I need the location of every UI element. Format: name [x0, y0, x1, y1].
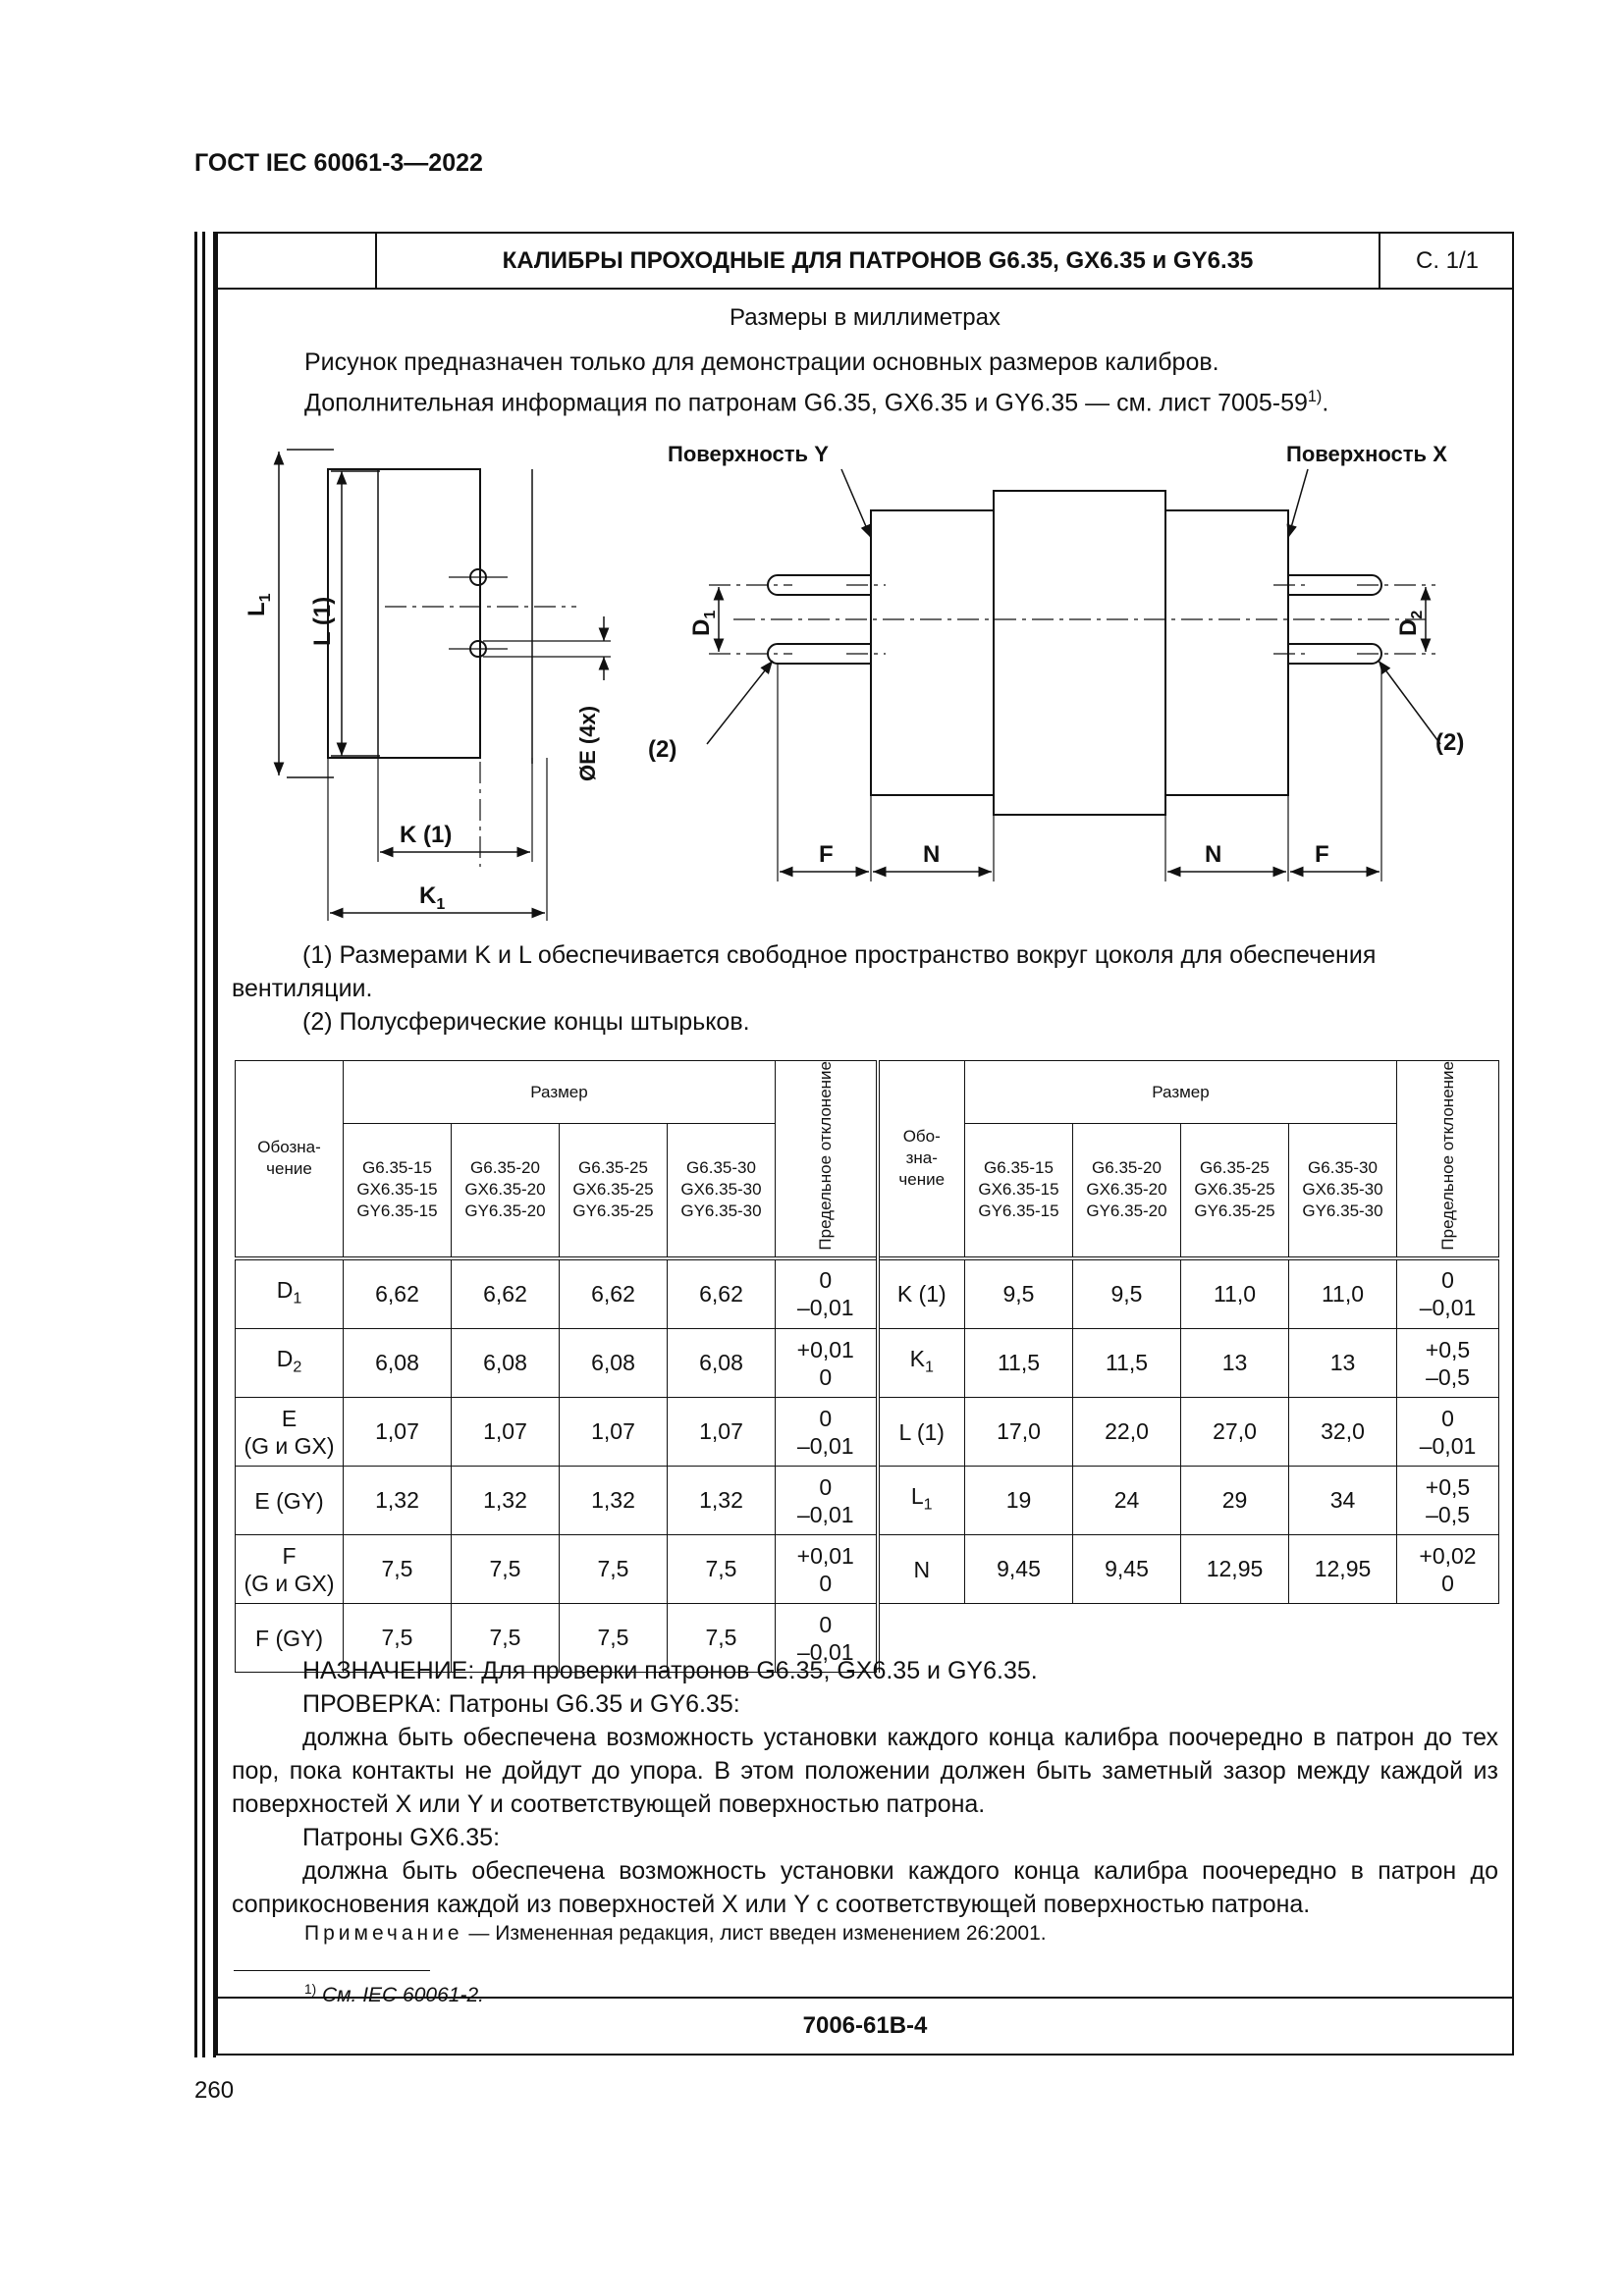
- table-cell: 1,32: [668, 1467, 776, 1535]
- title-empty-cell: [218, 234, 377, 288]
- leader-surface-y: [841, 469, 871, 538]
- table-cell: 1,07: [668, 1398, 776, 1467]
- col-header-15: G6.35-15 GX6.35-15 GY6.35-15: [965, 1124, 1073, 1258]
- intro-text: [304, 346, 1328, 420]
- row-designation: $K_1$: [878, 1329, 965, 1398]
- table-cell: 11,5: [965, 1329, 1073, 1398]
- table-cell: 7,5: [668, 1535, 776, 1604]
- header-size-left: Размер: [344, 1061, 776, 1124]
- table-cell: 34: [1289, 1467, 1397, 1535]
- purpose-section: [232, 1654, 1498, 1921]
- tolerance-cell: +0,5 –0,5: [1397, 1329, 1499, 1398]
- tolerance-cell: +0,01 0: [776, 1535, 878, 1604]
- sheet-number: С. 1/1: [1415, 247, 1480, 274]
- col-header-25: G6.35-25 GX6.35-25 GY6.35-25: [560, 1124, 668, 1258]
- label-K1: $K_1$: [419, 882, 446, 913]
- table-cell: 6,08: [344, 1329, 452, 1398]
- table-cell: 17,0: [965, 1398, 1073, 1467]
- table-cell: 11,0: [1289, 1258, 1397, 1329]
- col-header-25: G6.35-25 GX6.35-25 GY6.35-25: [1181, 1124, 1289, 1258]
- table-cell: 19: [965, 1467, 1073, 1535]
- table-cell: 7,5: [344, 1604, 452, 1673]
- table-cell: 6,62: [452, 1258, 560, 1329]
- check-text: должна быть обеспечена возможность установки каждого конца калибра поочередно в патрон до тех пор, пока контакты не дойдут до упора. В этом положении должен быть заметный зазор между каждой из поверхностей X или Y и соответствующей поверхностью патрона.: [232, 1724, 1498, 1818]
- tolerance-cell: +0,02 0: [1397, 1535, 1499, 1604]
- header-tolerance-left: Предельное отклонение: [776, 1061, 878, 1258]
- tolerance-cell: 0 –0,01: [1397, 1398, 1499, 1467]
- table-cell: 1,32: [344, 1467, 452, 1535]
- leader-surface-x: [1288, 469, 1308, 538]
- table-cell: 32,0: [1289, 1398, 1397, 1467]
- label-E: ØE (4x): [575, 705, 600, 781]
- table-cell: 9,45: [1073, 1535, 1181, 1604]
- label-2-left: (2): [648, 736, 677, 763]
- tolerance-cell: 0 –0,01: [776, 1604, 878, 1673]
- label-N-right: N: [1205, 841, 1222, 868]
- gauge-body-right-flange: [1165, 510, 1288, 795]
- tolerance-cell: 0 –0,01: [776, 1467, 878, 1535]
- gauge-side-view: [328, 469, 480, 758]
- table-cell: 13: [1181, 1329, 1289, 1398]
- intro-line-2: Дополнительная информация по патронам G6.35, GX6.35 и GY6.35 — см. лист 7005-59$^{1)}$.: [304, 388, 1329, 417]
- gauge-drawing: [218, 440, 1514, 931]
- row-designation: L (1): [878, 1398, 965, 1467]
- note-2: (2) Полусферические концы штырьков.: [302, 1008, 750, 1036]
- check-title: ПРОВЕРКА: Патроны G6.35 и GY6.35:: [302, 1690, 740, 1718]
- dimensions-table: [235, 1060, 1499, 1673]
- table-cell: 7,5: [668, 1604, 776, 1673]
- footnote-ref: 1): [1307, 388, 1323, 405]
- table-cell: 7,5: [560, 1604, 668, 1673]
- table-cell: 1,07: [344, 1398, 452, 1467]
- label-D1: $D_1$: [688, 610, 719, 636]
- col-header-15: G6.35-15 GX6.35-15 GY6.35-15: [344, 1124, 452, 1258]
- intro-line-1: Рисунок предназначен только для демонстрации основных размеров калибров.: [304, 348, 1219, 376]
- table-cell: 6,08: [560, 1329, 668, 1398]
- table-cell: 9,5: [965, 1258, 1073, 1329]
- drawing-notes: [232, 938, 1498, 1039]
- gauge-body-left-flange: [871, 510, 994, 795]
- gauge-body-center: [994, 491, 1165, 815]
- tolerance-cell: 0 –0,01: [1397, 1258, 1499, 1329]
- header-tolerance-right: Предельное отклонение: [1397, 1061, 1499, 1258]
- row-designation: N: [878, 1535, 965, 1604]
- row-designation: $L_1$: [878, 1467, 965, 1535]
- footnote: $^{1)}$ См. IEC 60061-2.: [304, 1982, 484, 2006]
- table-cell: 6,08: [668, 1329, 776, 1398]
- col-header-30: G6.35-30 GX6.35-30 GY6.35-30: [668, 1124, 776, 1258]
- header-designation-left: Обозна-чение: [236, 1061, 344, 1258]
- row-designation: F (G и GX): [236, 1535, 344, 1604]
- note-1-cont: вентиляции.: [232, 975, 373, 1002]
- table-row: [236, 1258, 1499, 1329]
- label-F-left: F: [819, 841, 834, 868]
- table-cell: 1,07: [452, 1398, 560, 1467]
- row-designation: F (GY): [236, 1604, 344, 1673]
- leader-2-right: [1379, 661, 1440, 744]
- footnote-rule: [234, 1970, 430, 1971]
- label-L1: $L_1$: [243, 593, 274, 616]
- row-designation: K (1): [878, 1258, 965, 1329]
- table-cell: 24: [1073, 1467, 1181, 1535]
- header-size-right: Размер: [965, 1061, 1397, 1124]
- table-cell: 9,45: [965, 1535, 1073, 1604]
- gx-text: должна быть обеспечена возможность установки каждого конца калибра поочередно в патрон до соприкосновения каждой из поверхностей X или Y с соответствующей поверхностью патрона.: [232, 1857, 1498, 1918]
- row-designation: $D_2$: [236, 1329, 344, 1398]
- table-cell: 11,0: [1181, 1258, 1289, 1329]
- label-F-right: F: [1315, 841, 1329, 868]
- table-cell: 27,0: [1181, 1398, 1289, 1467]
- table-row: [236, 1398, 1499, 1467]
- purpose-line: НАЗНАЧЕНИЕ: Для проверки патронов G6.35, GX6.35 и GY6.35.: [302, 1657, 1038, 1684]
- table-cell: 1,07: [560, 1398, 668, 1467]
- table-row: [236, 1535, 1499, 1604]
- row-designation: E (GY): [236, 1467, 344, 1535]
- label-D2: $D_2$: [1395, 610, 1426, 636]
- tolerance-cell: 0 –0,01: [776, 1398, 878, 1467]
- table-body: [236, 1258, 1499, 1673]
- sheet-frame: [216, 232, 1514, 2056]
- units-caption: Размеры в миллиметрах: [730, 304, 1001, 331]
- table-cell: 7,5: [452, 1535, 560, 1604]
- sheet-title: КАЛИБРЫ ПРОХОДНЫЕ ДЛЯ ПАТРОНОВ G6.35, GX6.35 и GY6.35: [377, 234, 1380, 288]
- col-header-20: G6.35-20 GX6.35-20 GY6.35-20: [452, 1124, 560, 1258]
- table-cell: 9,5: [1073, 1258, 1181, 1329]
- table-cell: 7,5: [452, 1604, 560, 1673]
- leader-2-left: [707, 661, 773, 744]
- label-K: K (1): [400, 822, 453, 848]
- table-cell: 11,5: [1073, 1329, 1181, 1398]
- table-cell: 29: [1181, 1467, 1289, 1535]
- header-designation-right: Обо-зна-чение: [878, 1061, 965, 1258]
- margin-bars: [194, 232, 216, 2057]
- col-header-20: G6.35-20 GX6.35-20 GY6.35-20: [1073, 1124, 1181, 1258]
- gx-title: Патроны GX6.35:: [302, 1824, 501, 1851]
- tolerance-cell: +0,5 –0,5: [1397, 1467, 1499, 1535]
- col-header-30: G6.35-30 GX6.35-30 GY6.35-30: [1289, 1124, 1397, 1258]
- row-designation: E (G и GX): [236, 1398, 344, 1467]
- table-cell: 7,5: [344, 1535, 452, 1604]
- document-header: ГОСТ IEC 60061-3—2022: [194, 149, 483, 177]
- table-row: [236, 1329, 1499, 1398]
- table-cell: 12,95: [1289, 1535, 1397, 1604]
- tolerance-cell: +0,01 0: [776, 1329, 878, 1398]
- label-2-right: (2): [1435, 729, 1465, 756]
- table-cell: 6,62: [560, 1258, 668, 1329]
- row-designation: $D_1$: [236, 1258, 344, 1329]
- label-N-left: N: [923, 841, 941, 868]
- label-L: L (1): [309, 596, 336, 646]
- page-number: 260: [194, 2077, 235, 2104]
- title-row: [218, 234, 1512, 290]
- amendment-note: Примечание — Измененная редакция, лист введен изменением 26:2001.: [304, 1922, 1047, 1945]
- table-cell: 7,5: [560, 1535, 668, 1604]
- table-cell: 1,32: [560, 1467, 668, 1535]
- table-cell: 22,0: [1073, 1398, 1181, 1467]
- label-surface-y: Поверхность Y: [668, 442, 829, 466]
- tolerance-cell: 0 –0,01: [776, 1258, 878, 1329]
- sheet-code: 7006-61B-4: [218, 1997, 1512, 2054]
- table-cell: 12,95: [1181, 1535, 1289, 1604]
- table-cell: 6,62: [668, 1258, 776, 1329]
- label-surface-x: Поверхность X: [1286, 442, 1447, 466]
- table-row: [236, 1467, 1499, 1535]
- table-cell: 1,32: [452, 1467, 560, 1535]
- table-cell: 6,08: [452, 1329, 560, 1398]
- table-cell: 6,62: [344, 1258, 452, 1329]
- table-cell: 13: [1289, 1329, 1397, 1398]
- note-1: (1) Размерами K и L обеспечивается свободное пространство вокруг цоколя для обеспечения: [302, 941, 1377, 969]
